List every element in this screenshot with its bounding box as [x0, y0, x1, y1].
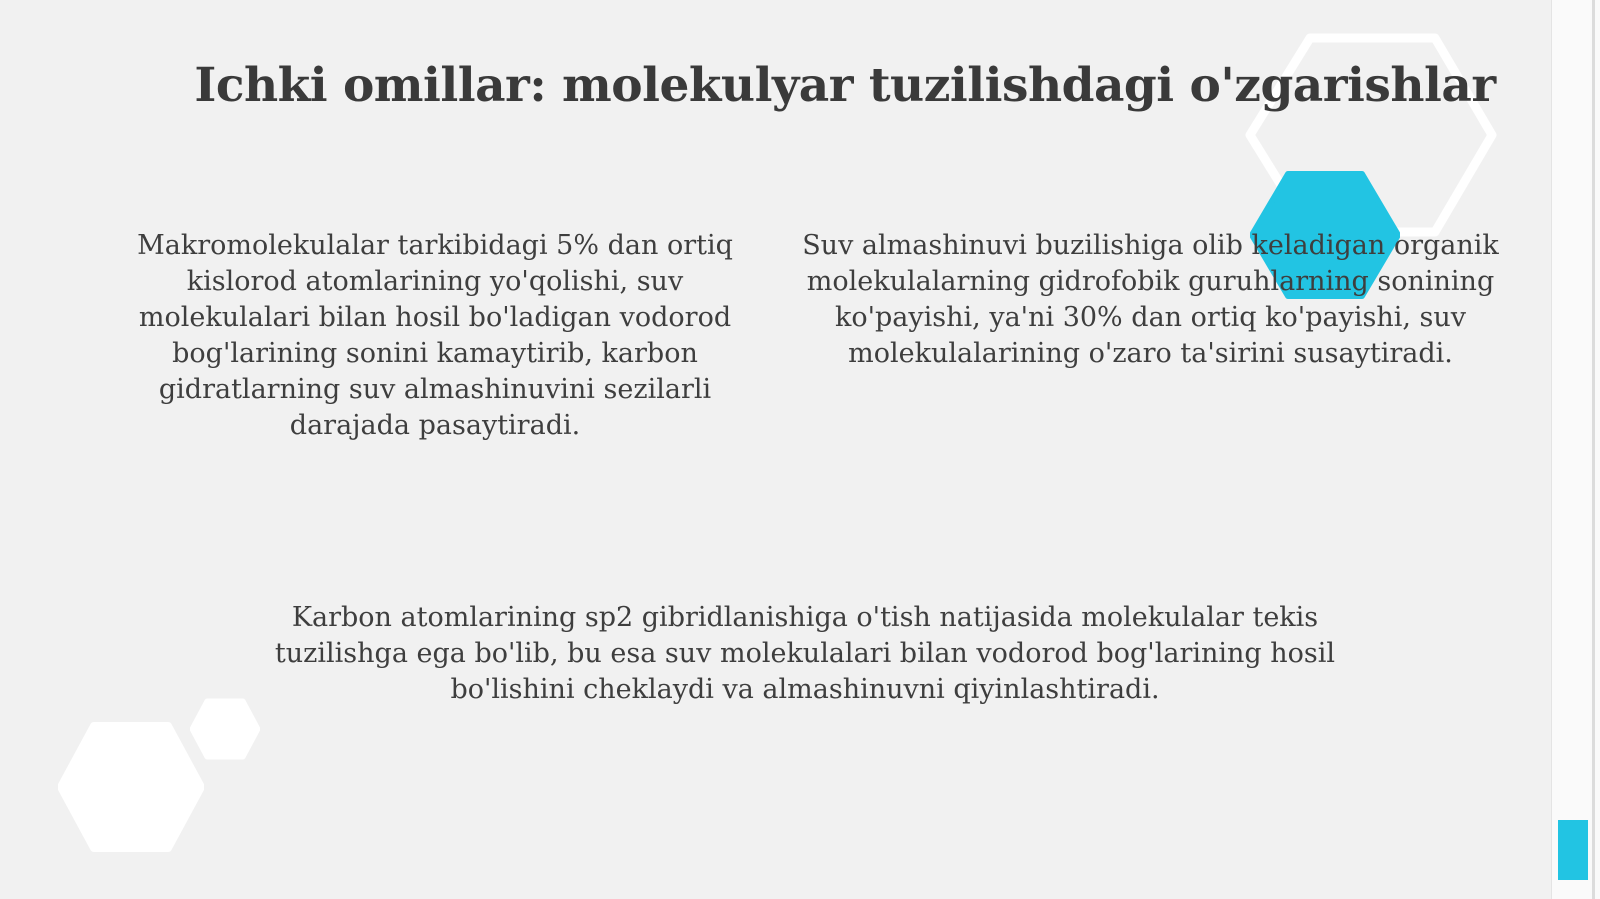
paragraph-bottom: Karbon atomlarining sp2 gibridlanishiga o'tish natijasida molekulalar tekis tuzilishga ega bo'lib, bu esa suv molekulalari bilan vodorod bog'larining hosil bo'lishini cheklaydi va almashinuvni qiyinlashtiradi. [274, 602, 1336, 705]
slide-title: Ichki omillar: molekulyar tuzilishdagi o'zgarishlar [194, 58, 1496, 113]
viewer-side-strip [1551, 0, 1600, 899]
paragraph-right: Suv almashinuvi buzilishiga olib keladigan organik molekulalarning gidrofobik guruhlarning sonining ko'payishi, ya'ni 30% dan ortiq ko'payishi, suv molekulalarining o'zaro ta'sirini susaytiradi. [802, 230, 1499, 369]
scrollbar[interactable] [1592, 0, 1595, 899]
hexagon-white-large-decoration [58, 722, 204, 852]
paragraph-left: Makromolekulalar tarkibidagi 5% dan ortiq kislorod atomlarining yo'qolishi, suv molekulalari bilan hosil bo'ladigan vodorod bog'larining sonini kamaytirib, karbon gidratlarning suv almashinuvini sezilarli darajada pasaytiradi. [137, 230, 733, 441]
hexagon-white-small-decoration [190, 698, 260, 760]
accent-tab [1558, 820, 1588, 880]
